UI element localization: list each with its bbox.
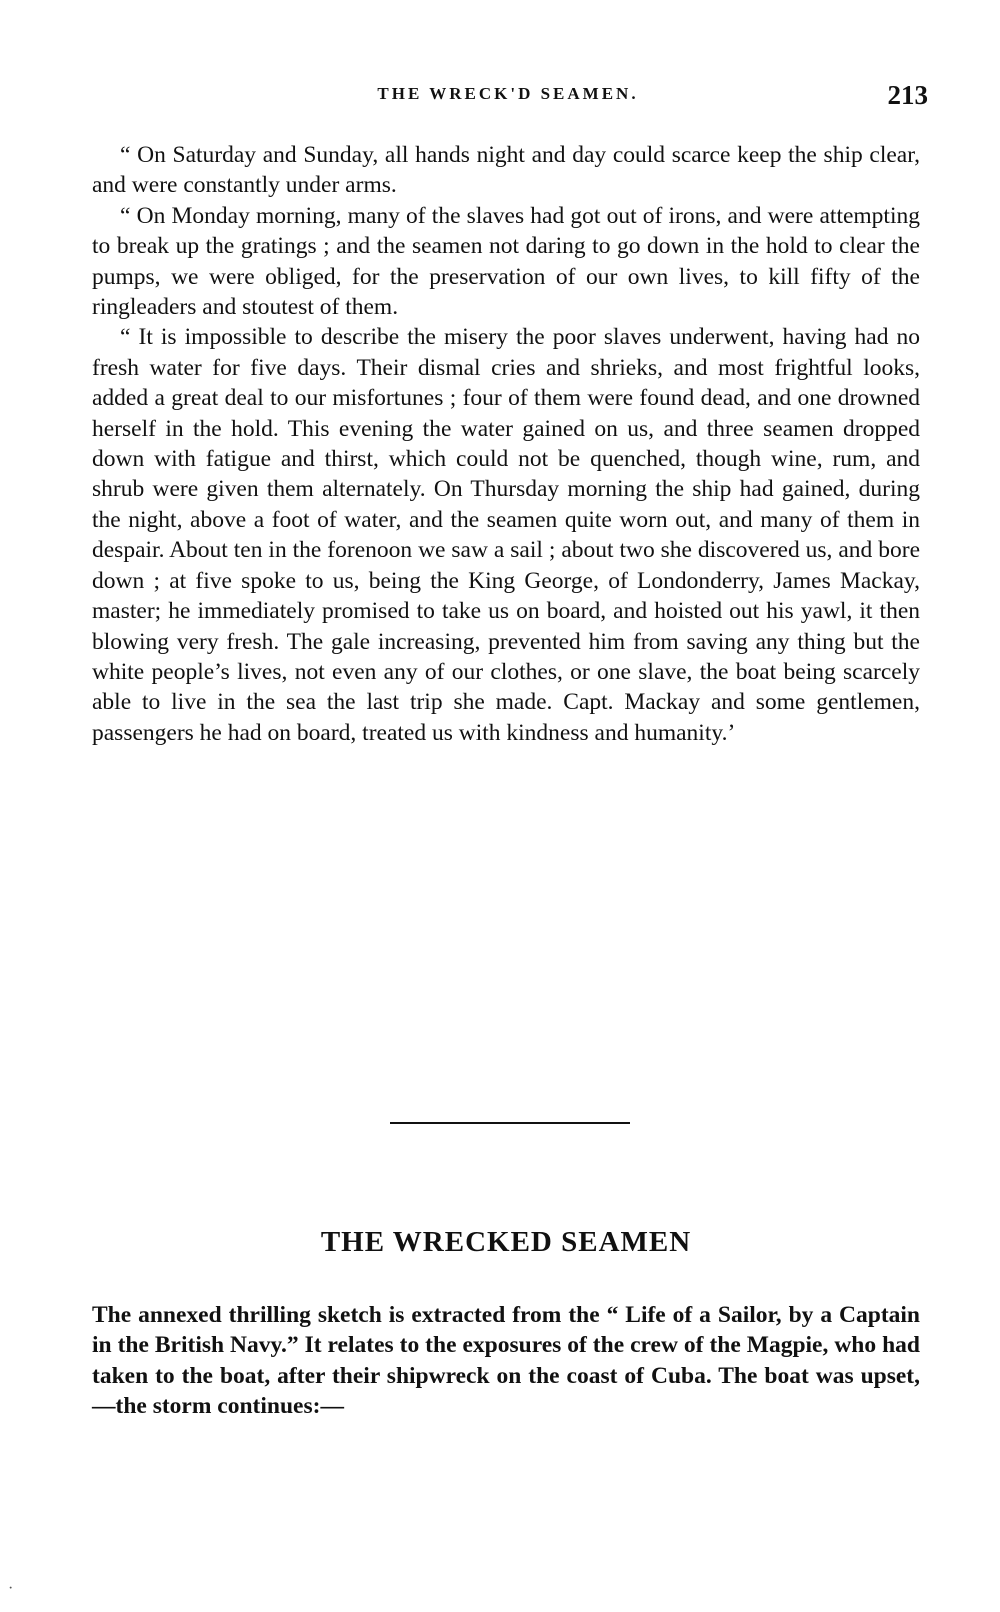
section-divider-rule <box>390 1122 630 1124</box>
scan-speck-icon: · <box>8 1580 14 1597</box>
page-number: 213 <box>887 80 928 110</box>
paragraph: “ It is impossible to describe the misery the poor slaves underwent, having had no fresh water for five days. Their dismal cries and shrieks, and most frightful looks, added a great deal to our misfortunes ; four of them were found dead, and one drowned herself in the hold. This evening the water gained on us, and three seamen dropped down with fatigue and thirst, which could not be quenched, though wine, rum, and shrub were given them alternately. On Thursday morning the ship had gained, during the night, above a foot of water, and the seamen quite worn out, and many of them in despair. About ten in the forenoon we saw a sail ; about two she discovered us, and bore down ; at five spoke to us, being the King George, of Londonderry, James Mackay, master; he immediately promised to take us on board, and hoisted out his yawl, it then blowing very fresh. The gale increasing, prevented him from saving any thing but the white people’s lives, not even any of our clothes, or one slave, the boat being scarcely able to live in the sea the last trip she made. Capt. Mackay and some gentlemen, passengers he had on board, treated us with kindness and humanity.’ <box>92 324 920 746</box>
paragraph: “ On Monday morning, many of the slaves had got out of irons, and were attempting to break up the gratings ; and the seamen not daring to go down in the hold to clear the pumps, we were obliged, for the preservation of our own lives, to kill fifty of the ringleaders and stoutest of them. <box>92 202 920 321</box>
section-intro <box>92 1300 920 1422</box>
section-title: THE WRECKED SEAMEN <box>320 1226 692 1258</box>
running-title: THE WRECK'D SEAMEN. <box>377 84 639 103</box>
body-text <box>92 140 920 748</box>
running-head <box>88 80 928 114</box>
intro-paragraph: The annexed thrilling sketch is extracted from the “ Life of a Sailor, by a Captain in the British Navy.” It relates to the exposures of the crew of the Magpie, who had taken to the boat, after their shipwreck on the coast of Cuba. The boat was upset,—the storm continues:— <box>92 1302 920 1420</box>
paragraph: “ On Saturday and Sunday, all hands night and day could scarce keep the ship clear, and were constantly under arms. <box>92 142 920 199</box>
